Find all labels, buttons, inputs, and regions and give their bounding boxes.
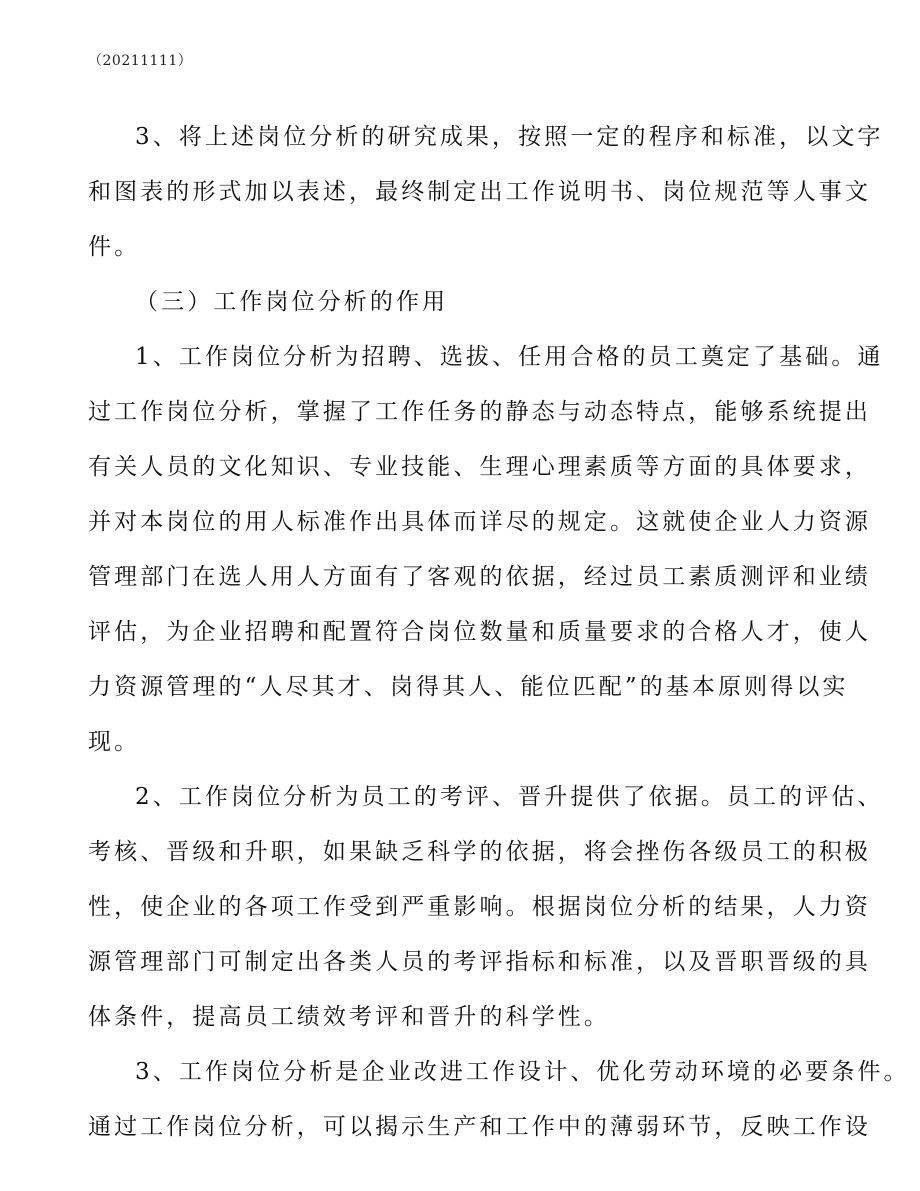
paragraph-line: 性，使企业的各项工作受到严重影响。根据岗位分析的结果，人力资 xyxy=(88,894,871,920)
paragraph-line: 1、工作岗位分析为招聘、选拔、任用合格的员工奠定了基础。通 xyxy=(135,344,884,370)
paragraph-line: 3、将上述岗位分析的研究成果，按照一定的程序和标准，以文字 xyxy=(135,124,884,150)
paragraph-line: 现。 xyxy=(88,729,141,755)
paragraph-line: 管理部门在选人用人方面有了客观的依据，经过员工素质测评和业绩 xyxy=(88,564,871,590)
paragraph-line: 源管理部门可制定出各类人员的考评指标和标准，以及晋职晋级的具 xyxy=(88,949,871,975)
document-code: （20211111） xyxy=(88,53,193,69)
paragraph-line: 力资源管理的“人尽其才、岗得其人、能位匹配”的基本原则得以实 xyxy=(88,674,849,700)
section-heading: （三）工作岗位分析的作用 xyxy=(135,289,449,315)
paragraph-line: 体条件，提高员工绩效考评和晋升的科学性。 xyxy=(88,1004,610,1030)
paragraph-line: 2、工作岗位分析为员工的考评、晋升提供了依据。员工的评估、 xyxy=(135,784,884,810)
paragraph-line: 并对本岗位的用人标准作出具体而详尽的规定。这就使企业人力资源 xyxy=(88,509,871,535)
paragraph-line: 有关人员的文化知识、专业技能、生理心理素质等方面的具体要求， xyxy=(88,454,871,480)
paragraph-line: 考核、晋级和升职，如果缺乏科学的依据，将会挫伤各级员工的积极 xyxy=(88,839,871,865)
paragraph-line: 评估，为企业招聘和配置符合岗位数量和质量要求的合格人才，使人 xyxy=(88,619,871,645)
paragraph-line: 和图表的形式加以表述，最终制定出工作说明书、岗位规范等人事文 xyxy=(88,179,871,205)
paragraph-line: 通过工作岗位分析，可以揭示生产和工作中的薄弱环节，反映工作设 xyxy=(88,1114,871,1140)
paragraph-line: 3、工作岗位分析是企业改进工作设计、优化劳动环境的必要条件。 xyxy=(135,1059,910,1085)
paragraph-line: 过工作岗位分析，掌握了工作任务的静态与动态特点，能够系统提出 xyxy=(88,399,871,425)
paragraph-line: 件。 xyxy=(88,234,141,260)
